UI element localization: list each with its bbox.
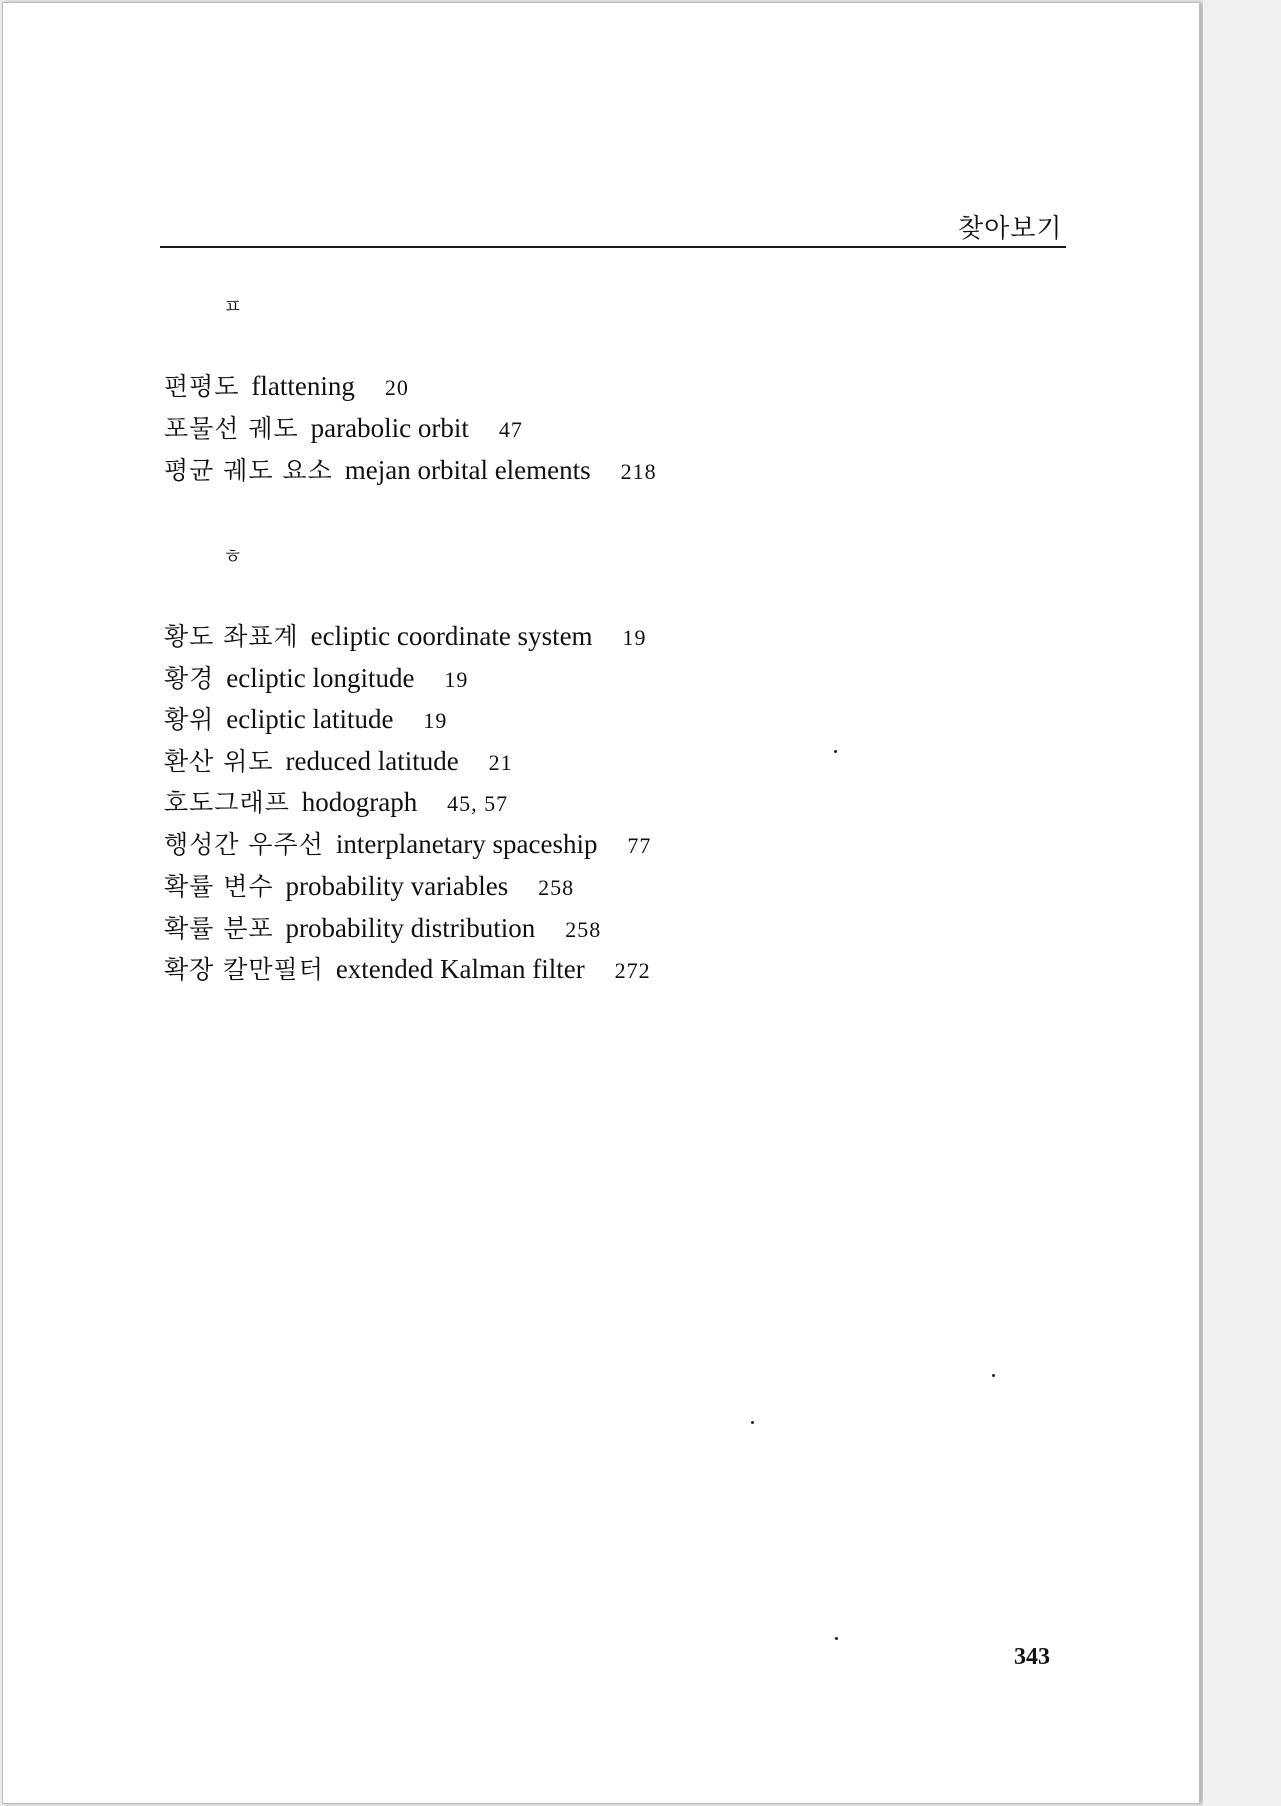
running-header-title: 찾아보기	[958, 214, 1063, 244]
entry-english-term: probability variables	[285, 871, 509, 901]
entry-page-ref: 19	[444, 667, 469, 692]
section-heading: ㅍ	[223, 294, 243, 318]
entry-english-term: ecliptic longitude	[226, 663, 415, 693]
entry-page-ref: 258	[538, 875, 575, 900]
section-heading: ㅎ	[223, 544, 243, 568]
entry-page-ref: 19	[423, 708, 448, 733]
entry-english-term: ecliptic latitude	[226, 704, 394, 734]
entry-english-term: parabolic orbit	[310, 413, 469, 443]
index-entry	[164, 620, 647, 654]
index-entry	[164, 953, 651, 987]
scan-speck	[835, 1637, 838, 1640]
entry-english-term: ecliptic coordinate system	[310, 621, 593, 651]
entry-english-term: flattening	[251, 371, 355, 401]
entry-korean-term: 확률 분포	[164, 914, 274, 943]
entry-page-ref: 21	[488, 750, 513, 775]
entry-english-term: interplanetary spaceship	[335, 829, 598, 859]
entry-english-term: extended Kalman filter	[335, 954, 585, 984]
entry-korean-term: 황경	[164, 664, 215, 693]
entry-korean-term: 확률 변수	[164, 872, 274, 901]
entry-korean-term: 편평도	[164, 372, 240, 401]
entry-korean-term: 호도그래프	[164, 788, 290, 817]
index-entry	[164, 454, 657, 488]
index-entry	[164, 745, 513, 779]
index-entry	[164, 828, 651, 862]
entry-korean-term: 포물선 궤도	[164, 414, 299, 443]
index-entry	[164, 703, 447, 737]
entry-page-ref: 45, 57	[447, 791, 509, 816]
entry-english-term: probability distribution	[285, 913, 536, 943]
index-entry	[164, 370, 409, 404]
page-number: 343	[1014, 1644, 1050, 1670]
entry-page-ref: 218	[620, 459, 657, 484]
entry-page-ref: 272	[614, 958, 651, 983]
viewer-gutter	[1203, 0, 1281, 1806]
entry-korean-term: 행성간 우주선	[164, 830, 324, 859]
entry-page-ref: 47	[498, 417, 523, 442]
entry-page-ref: 258	[565, 917, 602, 942]
index-entry	[164, 412, 523, 446]
entry-english-term: mejan orbital elements	[344, 455, 591, 485]
entry-page-ref: 19	[622, 625, 647, 650]
index-entry	[164, 786, 508, 820]
entry-korean-term: 환산 위도	[164, 747, 274, 776]
scan-speck	[992, 1374, 995, 1377]
entry-korean-term: 평균 궤도 요소	[164, 456, 333, 485]
entry-korean-term: 황도 좌표계	[164, 622, 299, 651]
entry-english-term: reduced latitude	[285, 746, 459, 776]
scan-speck	[751, 1421, 754, 1424]
entry-page-ref: 77	[627, 833, 652, 858]
entry-korean-term: 확장 칼만필터	[164, 955, 324, 984]
entry-english-term: hodograph	[301, 787, 418, 817]
index-entry	[164, 870, 574, 904]
scan-speck	[834, 750, 837, 753]
index-entry	[164, 912, 601, 946]
entry-korean-term: 황위	[164, 705, 215, 734]
index-entry	[164, 662, 468, 696]
header-rule	[160, 246, 1066, 248]
entry-page-ref: 20	[384, 375, 409, 400]
